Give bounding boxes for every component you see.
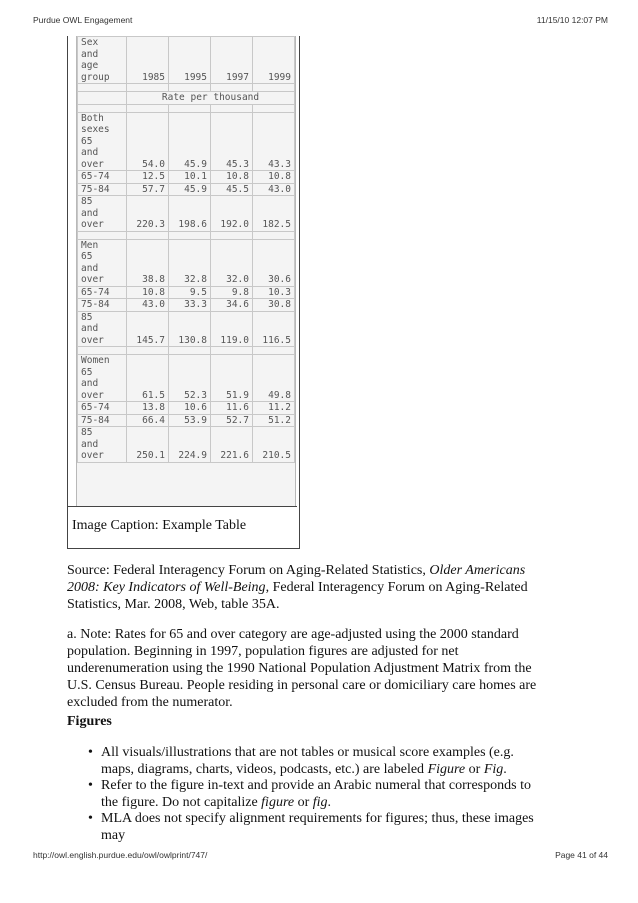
- value-cell: 45.3: [211, 112, 253, 171]
- year-header: 1997: [211, 37, 253, 84]
- row-label: Men 65 and over: [78, 239, 127, 286]
- value-cell: 11.2: [253, 402, 295, 415]
- figures-list: [84, 745, 544, 844]
- figures-heading: Figures: [67, 714, 112, 729]
- value-cell: 10.3: [253, 286, 295, 299]
- value-cell: 10.8: [211, 171, 253, 184]
- row-label: 75-84: [78, 183, 127, 196]
- value-cell: 30.8: [253, 299, 295, 312]
- value-cell: 12.5: [127, 171, 169, 184]
- value-cell: 61.5: [127, 355, 169, 402]
- value-cell: 32.8: [169, 239, 211, 286]
- rate-label: Rate per thousand: [127, 92, 295, 105]
- spacer-cell: [127, 231, 169, 239]
- spacer-row: [78, 231, 295, 239]
- value-cell: 66.4: [127, 414, 169, 427]
- value-cell: 210.5: [253, 427, 295, 463]
- value-cell: 10.8: [253, 171, 295, 184]
- footer-left: http://owl.english.purdue.edu/owl/owlprint/747/: [33, 850, 208, 860]
- value-cell: 10.1: [169, 171, 211, 184]
- spacer-cell: [253, 347, 295, 355]
- image-caption: Image Caption: Example Table: [72, 518, 247, 533]
- row-label: 75-84: [78, 414, 127, 427]
- spacer-cell: [253, 104, 295, 112]
- spacer-cell: [169, 347, 211, 355]
- footer-right: Page 41 of 44: [555, 850, 608, 860]
- value-cell: 53.9: [169, 414, 211, 427]
- row-label: 85 and over: [78, 311, 127, 347]
- value-cell: 34.6: [211, 299, 253, 312]
- value-cell: 51.2: [253, 414, 295, 427]
- value-cell: 9.8: [211, 286, 253, 299]
- spacer-cell: [127, 104, 169, 112]
- year-header: 1985: [127, 37, 169, 84]
- rate-row: [78, 92, 295, 105]
- header-left: Purdue OWL Engagement: [33, 15, 133, 25]
- rate-label-blank: [78, 92, 127, 105]
- figure-frame: [67, 36, 300, 549]
- value-cell: 13.8: [127, 402, 169, 415]
- header-right: 11/15/10 12:07 PM: [536, 15, 608, 25]
- value-cell: 43.3: [253, 112, 295, 171]
- value-cell: 10.6: [169, 402, 211, 415]
- spacer-cell: [169, 231, 211, 239]
- table-row: [78, 286, 295, 299]
- year-header: 1995: [169, 37, 211, 84]
- spacer-row: [78, 347, 295, 355]
- table-row: [78, 239, 295, 286]
- header-row: [78, 37, 295, 84]
- value-cell: 49.8: [253, 355, 295, 402]
- value-cell: 52.3: [169, 355, 211, 402]
- table-row: [78, 355, 295, 402]
- value-cell: 182.5: [253, 196, 295, 232]
- value-cell: 54.0: [127, 112, 169, 171]
- value-cell: 32.0: [211, 239, 253, 286]
- row-label: 85 and over: [78, 196, 127, 232]
- value-cell: 192.0: [211, 196, 253, 232]
- spacer-cell: [78, 84, 127, 92]
- spacer-cell: [253, 84, 295, 92]
- source-citation: Source: Federal Interagency Forum on Aging-Related Statistics, Older Americans 2008: Key Indicators of Well-Being, Federal Interagency Forum on Aging-Related Statistics, Mar. 2008, Web, table 35A.: [67, 563, 528, 612]
- table-row: [78, 112, 295, 171]
- list-item: • All visuals/illustrations that are not tables or musical score examples (e.g. maps, diagrams, charts, videos, podcasts, etc.) are labeled Figure or Fig.: [84, 745, 544, 778]
- value-cell: 52.7: [211, 414, 253, 427]
- table-note: a. Note: Rates for 65 and over category are age-adjusted using the 2000 standard population. Beginning in 1997, population figures are adjusted for net underenumeration using the 1990 National Population Adjustment Matrix from the U.S. Census Bureau. People residing in personal care or domiciliary care homes are excluded from the numerator.: [67, 627, 537, 710]
- value-cell: 130.8: [169, 311, 211, 347]
- value-cell: 57.7: [127, 183, 169, 196]
- value-cell: 145.7: [127, 311, 169, 347]
- spacer-cell: [127, 84, 169, 92]
- spacer-cell: [211, 347, 253, 355]
- spacer-cell: [169, 104, 211, 112]
- year-header: 1999: [253, 37, 295, 84]
- row-label: 65-74: [78, 286, 127, 299]
- value-cell: 224.9: [169, 427, 211, 463]
- spacer-cell: [211, 231, 253, 239]
- value-cell: 51.9: [211, 355, 253, 402]
- data-table: [77, 36, 295, 463]
- table-row: [78, 427, 295, 463]
- table-row: [78, 183, 295, 196]
- value-cell: 221.6: [211, 427, 253, 463]
- table-image: [76, 36, 296, 507]
- value-cell: 10.8: [127, 286, 169, 299]
- spacer-cell: [127, 347, 169, 355]
- value-cell: 250.1: [127, 427, 169, 463]
- table-row: [78, 299, 295, 312]
- table-row: [78, 171, 295, 184]
- table-row: [78, 414, 295, 427]
- table-row: [78, 311, 295, 347]
- list-item: • Refer to the figure in-text and provide an Arabic numeral that corresponds to the figure. Do not capitalize figure or fig.: [84, 778, 544, 811]
- table-row: [78, 196, 295, 232]
- value-cell: 45.5: [211, 183, 253, 196]
- value-cell: 45.9: [169, 183, 211, 196]
- value-cell: 9.5: [169, 286, 211, 299]
- spacer-cell: [253, 231, 295, 239]
- corner-header: Sex and age group: [78, 37, 127, 84]
- value-cell: 33.3: [169, 299, 211, 312]
- value-cell: 38.8: [127, 239, 169, 286]
- value-cell: 43.0: [127, 299, 169, 312]
- spacer-cell: [211, 84, 253, 92]
- row-label: Women 65 and over: [78, 355, 127, 402]
- spacer-row: [78, 104, 295, 112]
- spacer-row: [78, 84, 295, 92]
- spacer-cell: [211, 104, 253, 112]
- row-label: Both sexes 65 and over: [78, 112, 127, 171]
- row-label: 65-74: [78, 171, 127, 184]
- value-cell: 119.0: [211, 311, 253, 347]
- value-cell: 198.6: [169, 196, 211, 232]
- value-cell: 11.6: [211, 402, 253, 415]
- value-cell: 45.9: [169, 112, 211, 171]
- spacer-cell: [169, 84, 211, 92]
- row-label: 85 and over: [78, 427, 127, 463]
- list-item: • MLA does not specify alignment requirements for figures; thus, these images may: [84, 811, 544, 844]
- value-cell: 116.5: [253, 311, 295, 347]
- value-cell: 30.6: [253, 239, 295, 286]
- spacer-cell: [78, 104, 127, 112]
- spacer-cell: [78, 347, 127, 355]
- table-row: [78, 402, 295, 415]
- spacer-cell: [78, 231, 127, 239]
- row-label: 65-74: [78, 402, 127, 415]
- value-cell: 220.3: [127, 196, 169, 232]
- row-label: 75-84: [78, 299, 127, 312]
- value-cell: 43.0: [253, 183, 295, 196]
- caption-divider: [68, 506, 297, 507]
